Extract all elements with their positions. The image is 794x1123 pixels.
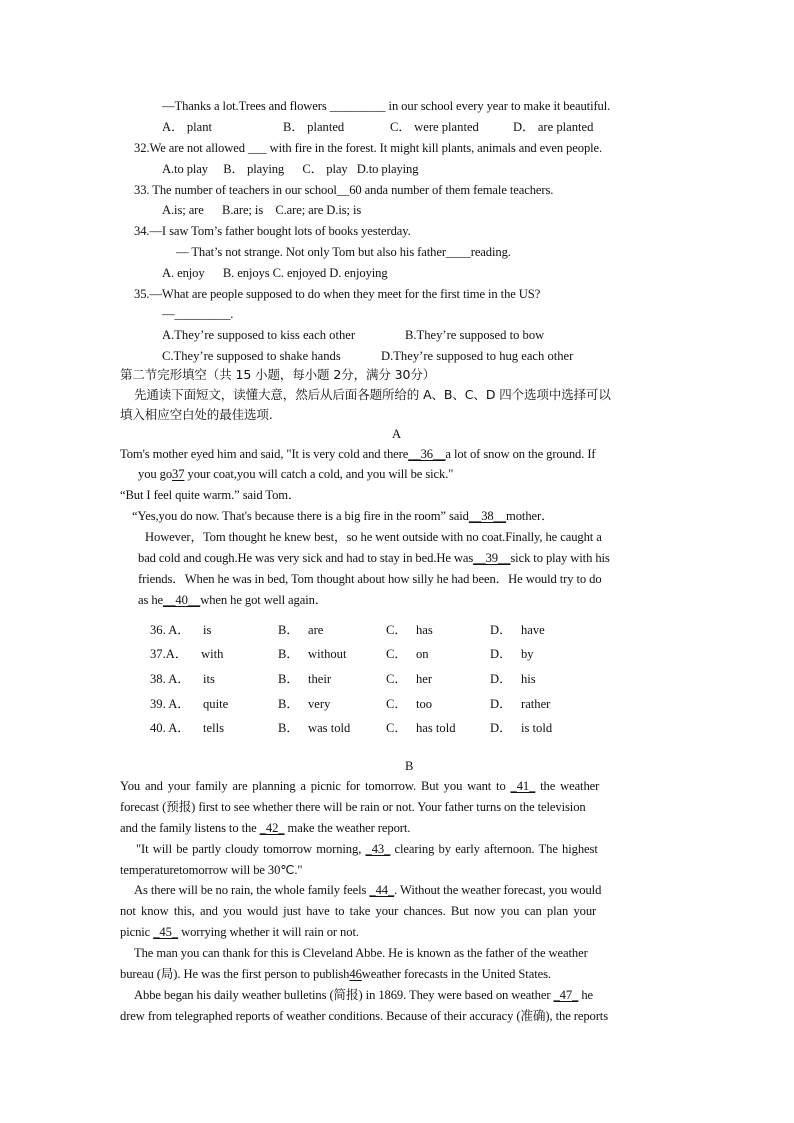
blank-44: _44_ [369,883,395,897]
q31-option-c: C． were planted [390,120,479,134]
q35-option-d: D.They’re supposed to hug each other [381,349,574,363]
q34-options: A. enjoy B. enjoys C. enjoyed D. enjoying [162,266,388,280]
q35-stem: 35.—What are people supposed to do when they meet for the first time in the US? [134,287,541,301]
passage-b-line-4: "It will be partly cloudy tomorrow morning, _43_ clearing by early afternoon. The highest [136,842,598,856]
passage-b-line-5: temperaturetomorrow will be 30℃." [120,863,303,877]
q34-stem: 34.—I saw Tom’s father bought lots of books yesterday. [134,224,411,238]
exam-page: —Thanks a lot.Trees and flowers _________ in our school every year to make it beautiful. A． plant B． planted C． were planted D． are planted 32.We are not allowed ___ with fire in the forest. It might kill plants, animals and even people. A.to play B． playing C． play D.to playing 33. The number of teachers in our school__60 anda number of them female teachers. A.is; are B.are; is C.are; are D.is; is 34.—I saw Tom’s father bought lots of books yesterday. — That’s not strange. Not only Tom but also his father____reading. A. enjoy B. enjoys C. enjoyed D. enjoying 35.—What are people supposed to do when they meet for the first time in the US? —_________. A.They’re supposed to kiss each other B.They’re supposed to bow C.They’re supposed to shake hands D.They’re supposed to hug each other 第二节完形填空（共 15 小题，每小题 2分，满分 30分） 先通读下面短文，读懂大意，然后从后面各题所给的 A、B、C、D 四个选项中选择可以 填入相应空白处的最佳选项. A Tom's mother eyed him and said, "It is very cold and there__36__a lot of snow on the ground. If you go37 your coat,you will catch a cold, and you will be sick." “But I feel quite warm.” said Tom． “Yes,you do now. That's because there is a big fire in the room” said__38__mother． However，Tom thought he knew best，so he went outside with no coat.Finally, he caught a bad cold and cough.He was very sick and had to stay in bed.He was__39__sick to play with his friends．When he was in bed, Tom thought about how silly he had been．He would try to do as he__40__when he got well again． 36. A． is B． are C． has D． have 37.A． with B． without C． on D． by 38. A． its B． their C． her D． his 39. A． quite B． very C． too D． rather 40. A． tells B． was told C． has told D． is told B You and your family are planning a picnic for tomorrow. But you want to _41_ the weather forecast (预报) first to see whether there will be rain or not. Your father turns on the television and the family listens to the _42_ make the weather report. "It will be partly cloudy tomorrow morning, _43_ clearing by early afternoon. The highest temperaturetomorrow will be 30℃." As there will be no rain, the whole family feels _44_. Without the weather forecast, you would not know this, and you would just have to take your chances. But now you can plan your picnic _45_ worrying whether it will rain or not. The man you can thank for this is Cleveland Abbe. He is known as the father of the weather bureau (局). He was the first person to publish46weather forecasts in the United States. Abbe began his daily weather bulletins (简报) in 1869. They were based on weather _47_ he drew from telegraphed reports of weather conditions. Because of their accuracy (准确), the reports [120,99,611,1023]
blank-36: __36__ [408,447,446,461]
passage-a-line-4: “Yes,you do now. That's because there is a big fire in the room” said__38__mother． [132,509,554,523]
q32-stem: 32.We are not allowed ___ with fire in the forest. It might kill plants, animals and even people. [134,141,603,155]
passage-b-line-6: As there will be no rain, the whole family feels _44_. Without the weather forecast, you would [134,883,602,897]
q35-option-b: B.They’re supposed to bow [405,328,545,342]
q31-option-d: D． are planted [513,120,594,134]
passage-b-line-11: Abbe began his daily weather bulletins (简报) in 1869. They were based on weather _47_ he [134,988,594,1002]
section2-title: 第二节完形填空（共 15 小题，每小题 2分，满分 30分） [120,367,436,382]
q32-options: A.to play B． playing C． play D.to playing [162,162,419,176]
blank-37: 37 [172,467,185,481]
passage-a-line-3: “But I feel quite warm.” said Tom． [120,488,301,502]
blank-46: 46 [349,967,362,981]
passage-b-label: B [405,759,414,773]
q31-stem: —Thanks a lot.Trees and flowers _________ in our school every year to make it beautiful. [162,99,611,113]
q34-reply: — That’s not strange. Not only Tom but also his father____reading. [176,245,511,259]
q35-blank: —_________. [162,307,234,321]
passage-b-line-7: not know this, and you would just have to take your chances. But now you can plan your [120,904,597,918]
passage-a-line-2: you go37 your coat,you will catch a cold, and you will be sick." [138,467,454,481]
passage-b-line-1: You and your family are planning a picnic for tomorrow. But you want to _41_ the weather [120,779,600,793]
passage-b-line-8: picnic _45_ worrying whether it will rain or not. [120,925,359,939]
passage-b-line-2: forecast (预报) first to see whether there will be rain or not. Your father turns on the television [120,800,586,814]
q31-option-a: A． plant [162,120,213,134]
passage-b-line-10: bureau (局). He was the first person to publish46weather forecasts in the United States. [120,967,551,981]
passage-a-label: A [392,427,401,441]
blank-41: _41_ [510,779,536,793]
passage-a-line-8: as he__40__when he got well again． [138,593,328,607]
passage-b-line-3: and the family listens to the _42_ make the weather report. [120,821,411,835]
passage-b-line-12: drew from telegraphed reports of weather conditions. Because of their accuracy (准确), the reports [120,1009,609,1023]
passage-a-line-5: However，Tom thought he knew best，so he went outside with no coat.Finally, he caught a [145,530,602,544]
section2-instruction-1: 先通读下面短文，读懂大意，然后从后面各题所给的 A、B、C、D 四个选项中选择可以 [134,387,611,402]
blank-43: _43_ [365,842,391,856]
q35-option-c: C.They’re supposed to shake hands [162,349,341,363]
q33-options: A.is; are B.are; is C.are; are D.is; is [162,203,362,217]
q31-option-b: B． planted [283,120,345,134]
blank-42: _42_ [259,821,285,835]
blank-47: _47_ [553,988,579,1002]
passage-a-line-7: friends．When he was in bed, Tom thought about how silly he had been．He would try to do [138,572,602,586]
blank-38: __38__ [468,509,507,523]
blank-45: _45_ [153,925,179,939]
passage-b-line-9: The man you can thank for this is Cleveland Abbe. He is known as the father of the weather [134,946,588,960]
blank-40: __40__ [163,593,201,607]
q35-option-a: A.They’re supposed to kiss each other [162,328,356,342]
section2-instruction-2: 填入相应空白处的最佳选项. [120,407,273,422]
blank-39: __39__ [473,551,511,565]
q33-stem: 33. The number of teachers in our school__60 anda number of them female teachers. [134,183,554,197]
passage-a-line-6: bad cold and cough.He was very sick and had to stay in bed.He was__39__sick to play with his [138,551,610,565]
passage-a-line-1: Tom's mother eyed him and said, "It is very cold and there__36__a lot of snow on the ground. If [120,447,596,461]
